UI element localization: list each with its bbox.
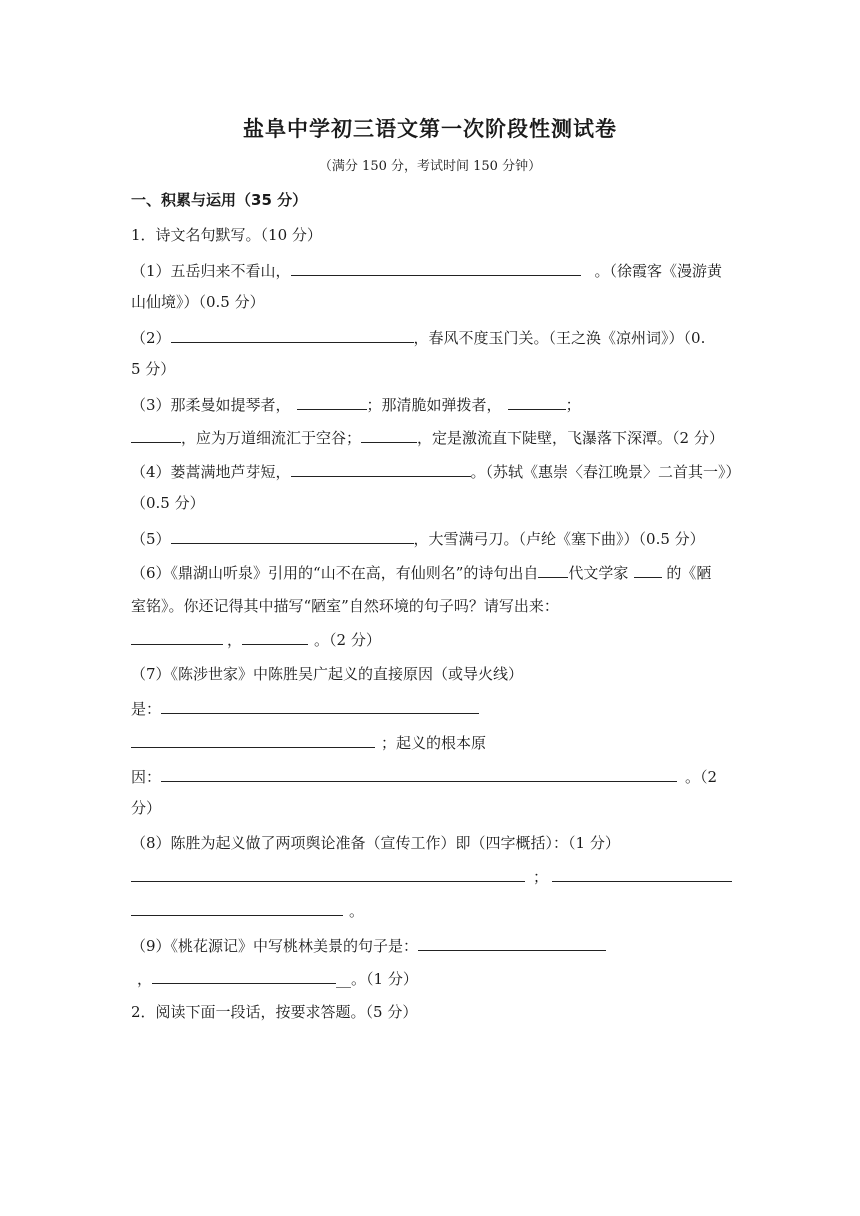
item-6-text-a: （6）《鼎湖山听泉》引用的“山不在高，有仙则名”的诗句出自 xyxy=(131,564,539,582)
item-3-text-a: （3）那柔曼如提琴者， xyxy=(131,396,291,414)
section-heading: 一、积累与运用（35 分） xyxy=(131,191,308,209)
answer-blank[interactable] xyxy=(297,394,367,410)
item-3-text-b: ；那清脆如弹拨者， xyxy=(366,396,502,414)
item-6-text-c: 的《陋 xyxy=(666,564,712,582)
item-6-line-1 xyxy=(131,562,731,583)
item-7-text-c: ；起义的根本原 xyxy=(381,734,487,752)
answer-blank[interactable] xyxy=(131,866,525,882)
item-4-text-a: （4）蒌蒿满地芦芽短， xyxy=(131,463,291,481)
question-1-stem: 1．诗文名句默写。（10 分） xyxy=(131,226,322,244)
question-2-stem: 2．阅读下面一段话，按要求答题。（5 分） xyxy=(131,1003,418,1021)
item-3-text-c: ； xyxy=(565,396,581,414)
answer-blank[interactable] xyxy=(131,427,181,443)
item-7-text-d: 因： xyxy=(131,768,162,786)
item-7-line-2 xyxy=(131,698,731,719)
item-3-text-d: ，应为万道细流汇于空谷； xyxy=(181,429,362,447)
item-3-line-1 xyxy=(131,394,731,415)
item-8-text-c: 。 xyxy=(349,902,365,920)
item-9-text-a: （9）《桃花源记》中写桃林美景的句子是： xyxy=(131,937,419,955)
item-7-line-4 xyxy=(131,766,731,787)
item-2-text-b: ，春风不度玉门关。（王之涣《凉州词》）（0. xyxy=(413,329,706,347)
item-9-line-2 xyxy=(131,968,731,989)
item-1-text-b: 。（徐霞客《漫游黄 xyxy=(594,262,723,280)
item-1-text-a: （1）五岳归来不看山， xyxy=(131,262,291,280)
item-6-text-b: 代文学家 xyxy=(568,564,629,582)
item-7-line-3 xyxy=(131,732,731,753)
item-9-line-1 xyxy=(131,935,731,956)
answer-blank[interactable] xyxy=(418,935,606,951)
item-5-text-b: ，大雪满弓刀。（卢纶《塞下曲》）（0.5 分） xyxy=(413,530,705,548)
item-4-line-1 xyxy=(131,461,741,482)
item-7-line-1: （7）《陈涉世家》中陈胜吴广起义的直接原因（或导火线） xyxy=(131,665,524,683)
exam-subtitle: （满分 150 分，考试时间 150 分钟） xyxy=(318,159,542,174)
answer-blank[interactable] xyxy=(552,866,732,882)
item-8-text-b: ； xyxy=(533,868,549,886)
item-7-text-e: 。（2 xyxy=(685,768,718,786)
item-2-line-1 xyxy=(131,327,731,348)
item-4-line-2: （0.5 分） xyxy=(131,494,205,512)
item-9-text-c: __。（1 分） xyxy=(336,970,418,988)
item-8-line-1: （8）陈胜为起义做了两项舆论准备（宣传工作）即（四字概括）：（1 分） xyxy=(131,834,620,852)
answer-blank[interactable] xyxy=(152,968,336,984)
answer-blank[interactable] xyxy=(171,327,414,343)
item-7-text-b: 是： xyxy=(131,700,162,718)
answer-blank[interactable] xyxy=(291,260,581,276)
exam-title: 盐阜中学初三语文第一次阶段性测试卷 xyxy=(243,117,617,141)
item-6-line-2: 室铭》。你还记得其中描写“陋室”自然环境的句子吗？请写出来： xyxy=(131,597,559,615)
answer-blank[interactable] xyxy=(634,562,662,578)
answer-blank[interactable] xyxy=(508,394,566,410)
item-6-text-e: ， xyxy=(227,631,243,649)
item-4-text-b: 。（苏轼《惠崇〈春江晚景〉二首其一》） xyxy=(470,463,741,481)
answer-blank[interactable] xyxy=(161,766,677,782)
item-8-line-2 xyxy=(131,866,731,887)
item-1-line-2: 山仙境》）（0.5 分） xyxy=(131,293,265,311)
answer-blank[interactable] xyxy=(161,698,479,714)
item-9-text-b: ， xyxy=(137,970,153,988)
item-6-line-3 xyxy=(131,629,731,650)
answer-blank[interactable] xyxy=(361,427,417,443)
item-1-line-1 xyxy=(131,260,731,281)
item-6-text-f: 。（2 分） xyxy=(314,631,381,649)
answer-blank[interactable] xyxy=(131,732,375,748)
answer-blank[interactable] xyxy=(538,562,568,578)
item-2-line-2: 5 分） xyxy=(131,360,176,378)
item-3-text-e: ，定是激流直下陡壁，飞瀑落下深潭。（2 分） xyxy=(417,429,724,447)
item-7-line-5: 分） xyxy=(131,799,162,817)
answer-blank[interactable] xyxy=(131,900,343,916)
answer-blank[interactable] xyxy=(131,629,223,645)
answer-blank[interactable] xyxy=(171,528,414,544)
item-3-line-2 xyxy=(131,427,731,448)
answer-blank[interactable] xyxy=(291,461,471,477)
answer-blank[interactable] xyxy=(242,629,308,645)
item-2-text-a: （2） xyxy=(131,329,171,347)
item-5-line-1 xyxy=(131,528,731,549)
item-8-line-3 xyxy=(131,900,731,921)
item-5-text-a: （5） xyxy=(131,530,171,548)
